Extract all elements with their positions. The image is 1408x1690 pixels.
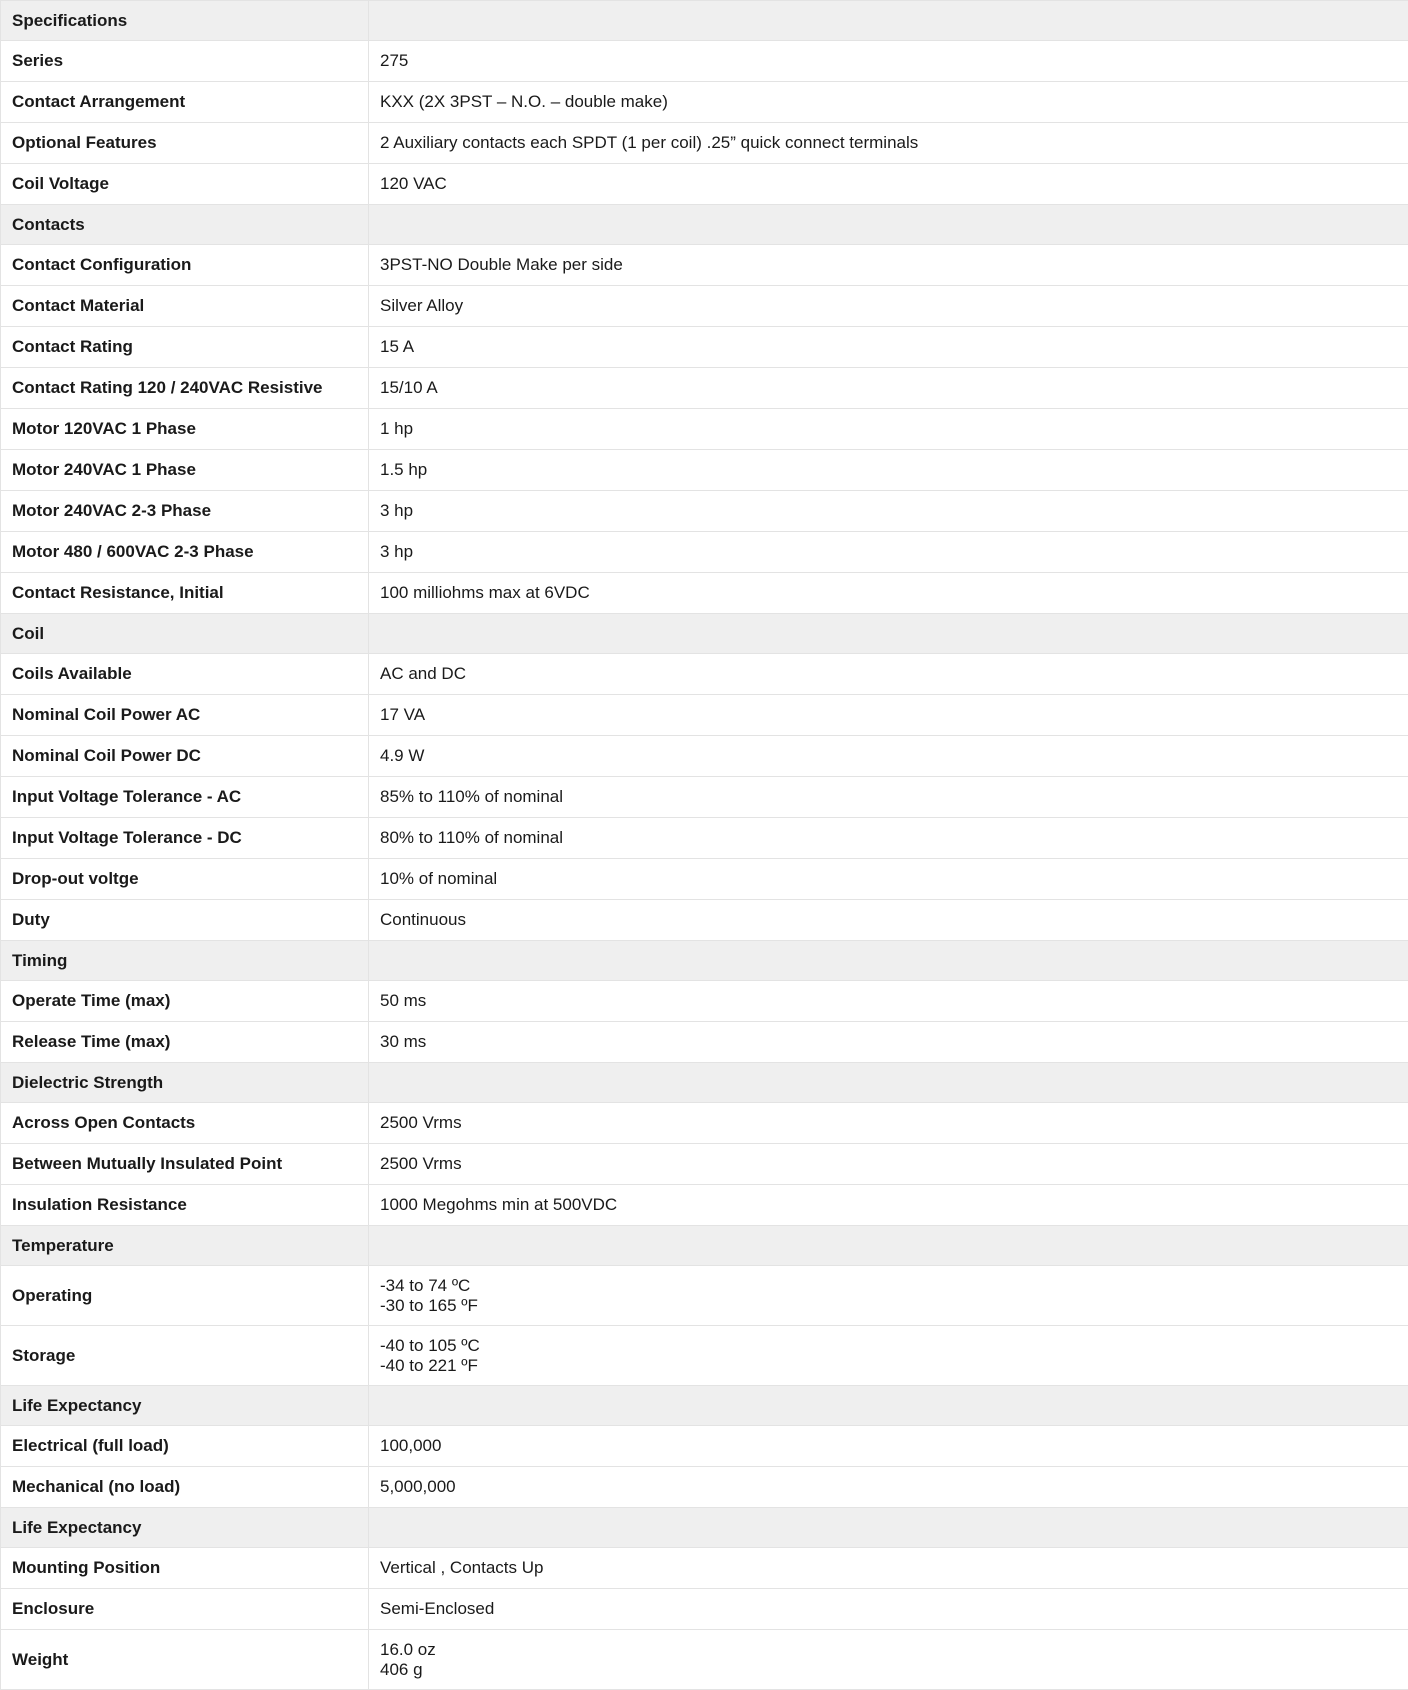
section-header-empty-cell (369, 941, 1408, 981)
spec-value (369, 164, 1408, 205)
spec-value (369, 1266, 1408, 1326)
spec-value (369, 245, 1408, 286)
spec-label: Coil Voltage (1, 164, 369, 205)
spec-value-line: 2500 Vrms (380, 1154, 1397, 1174)
spec-value-line: -40 to 221 ºF (380, 1356, 1397, 1376)
spec-value-line: AC and DC (380, 664, 1397, 684)
spec-row (1, 41, 1408, 82)
spec-label: Nominal Coil Power AC (1, 695, 369, 736)
spec-value (369, 981, 1408, 1022)
spec-row (1, 368, 1408, 409)
spec-label: Contact Configuration (1, 245, 369, 286)
spec-row (1, 123, 1408, 164)
spec-row (1, 491, 1408, 532)
section-title: Dielectric Strength (1, 1063, 369, 1103)
spec-row (1, 1589, 1408, 1630)
spec-row (1, 450, 1408, 491)
spec-value (369, 82, 1408, 123)
spec-value-line: 15/10 A (380, 378, 1397, 398)
spec-row (1, 327, 1408, 368)
spec-value-line: 5,000,000 (380, 1477, 1397, 1497)
spec-value (369, 450, 1408, 491)
spec-value-line: -34 to 74 ºC (380, 1276, 1397, 1296)
spec-value (369, 123, 1408, 164)
spec-row (1, 286, 1408, 327)
spec-row (1, 1103, 1408, 1144)
spec-label: Coils Available (1, 654, 369, 695)
spec-label: Release Time (max) (1, 1022, 369, 1063)
spec-label: Optional Features (1, 123, 369, 164)
spec-value (369, 368, 1408, 409)
spec-value-line: 1 hp (380, 419, 1397, 439)
spec-value-line: 275 (380, 51, 1397, 71)
spec-label: Motor 240VAC 1 Phase (1, 450, 369, 491)
spec-value-line: Silver Alloy (380, 296, 1397, 316)
spec-label: Storage (1, 1326, 369, 1386)
section-header-empty-cell (369, 205, 1408, 245)
spec-value-line: 17 VA (380, 705, 1397, 725)
spec-row (1, 1144, 1408, 1185)
spec-value (369, 695, 1408, 736)
spec-value-line: -30 to 165 ºF (380, 1296, 1397, 1316)
section-title: Timing (1, 941, 369, 981)
spec-label: Series (1, 41, 369, 82)
spec-value (369, 1144, 1408, 1185)
section-title: Temperature (1, 1226, 369, 1266)
section-header-row (1, 614, 1408, 654)
spec-value (369, 491, 1408, 532)
spec-value (369, 777, 1408, 818)
spec-label: Operate Time (max) (1, 981, 369, 1022)
spec-label: Motor 480 / 600VAC 2-3 Phase (1, 532, 369, 573)
spec-label: Contact Resistance, Initial (1, 573, 369, 614)
spec-value (369, 573, 1408, 614)
spec-label: Contact Material (1, 286, 369, 327)
section-header-row (1, 1063, 1408, 1103)
spec-row (1, 695, 1408, 736)
spec-value-line: 15 A (380, 337, 1397, 357)
spec-row (1, 859, 1408, 900)
spec-value-line: 85% to 110% of nominal (380, 787, 1397, 807)
spec-value (369, 1022, 1408, 1063)
spec-value (369, 1426, 1408, 1467)
spec-row (1, 654, 1408, 695)
spec-value-line: 16.0 oz (380, 1640, 1397, 1660)
spec-row (1, 777, 1408, 818)
spec-row (1, 82, 1408, 123)
spec-value-line: 50 ms (380, 991, 1397, 1011)
spec-label: Mechanical (no load) (1, 1467, 369, 1508)
spec-row (1, 1630, 1408, 1690)
spec-row (1, 1426, 1408, 1467)
section-header-empty-cell (369, 1226, 1408, 1266)
spec-value (369, 1630, 1408, 1690)
spec-value (369, 736, 1408, 777)
section-header-empty-cell (369, 1386, 1408, 1426)
spec-label: Nominal Coil Power DC (1, 736, 369, 777)
section-title: Specifications (1, 1, 369, 41)
spec-value (369, 327, 1408, 368)
spec-value-line: Vertical , Contacts Up (380, 1558, 1397, 1578)
spec-row (1, 409, 1408, 450)
section-header-row (1, 1386, 1408, 1426)
spec-label: Input Voltage Tolerance - AC (1, 777, 369, 818)
section-header-row (1, 205, 1408, 245)
section-title: Coil (1, 614, 369, 654)
spec-value (369, 1467, 1408, 1508)
spec-value (369, 859, 1408, 900)
spec-value-line: 1.5 hp (380, 460, 1397, 480)
spec-value-line: 1000 Megohms min at 500VDC (380, 1195, 1397, 1215)
spec-value-line: Continuous (380, 910, 1397, 930)
spec-label: Duty (1, 900, 369, 941)
spec-value-line: -40 to 105 ºC (380, 1336, 1397, 1356)
spec-label: Motor 120VAC 1 Phase (1, 409, 369, 450)
spec-value-line: 120 VAC (380, 174, 1397, 194)
section-header-empty-cell (369, 1508, 1408, 1548)
spec-row (1, 1548, 1408, 1589)
spec-label: Weight (1, 1630, 369, 1690)
spec-label: Contact Arrangement (1, 82, 369, 123)
spec-label: Motor 240VAC 2-3 Phase (1, 491, 369, 532)
section-title: Life Expectancy (1, 1386, 369, 1426)
specifications-table-body (1, 1, 1408, 1690)
spec-row (1, 1266, 1408, 1326)
spec-value-line: 100,000 (380, 1436, 1397, 1456)
spec-value-line: 3PST-NO Double Make per side (380, 255, 1397, 275)
section-title: Life Expectancy (1, 1508, 369, 1548)
spec-row (1, 573, 1408, 614)
spec-value-line: 30 ms (380, 1032, 1397, 1052)
spec-label: Between Mutually Insulated Point (1, 1144, 369, 1185)
spec-row (1, 981, 1408, 1022)
spec-label: Operating (1, 1266, 369, 1326)
spec-row (1, 1185, 1408, 1226)
spec-value-line: 100 milliohms max at 6VDC (380, 583, 1397, 603)
spec-value-line: Semi-Enclosed (380, 1599, 1397, 1619)
spec-value-line: 2500 Vrms (380, 1113, 1397, 1133)
spec-value-line: 80% to 110% of nominal (380, 828, 1397, 848)
spec-label: Enclosure (1, 1589, 369, 1630)
spec-row (1, 818, 1408, 859)
spec-row (1, 164, 1408, 205)
spec-label: Electrical (full load) (1, 1426, 369, 1467)
spec-row (1, 1467, 1408, 1508)
spec-label: Input Voltage Tolerance - DC (1, 818, 369, 859)
spec-value (369, 1326, 1408, 1386)
section-header-empty-cell (369, 1063, 1408, 1103)
spec-row (1, 245, 1408, 286)
spec-value (369, 818, 1408, 859)
spec-label: Across Open Contacts (1, 1103, 369, 1144)
spec-value (369, 1548, 1408, 1589)
spec-value-line: 4.9 W (380, 746, 1397, 766)
spec-row (1, 736, 1408, 777)
spec-value (369, 654, 1408, 695)
spec-value-line: 3 hp (380, 542, 1397, 562)
spec-label: Mounting Position (1, 1548, 369, 1589)
spec-value (369, 900, 1408, 941)
section-header-row (1, 1508, 1408, 1548)
spec-label: Contact Rating (1, 327, 369, 368)
spec-label: Contact Rating 120 / 240VAC Resistive (1, 368, 369, 409)
spec-value-line: 3 hp (380, 501, 1397, 521)
spec-value (369, 286, 1408, 327)
spec-value-line: KXX (2X 3PST – N.O. – double make) (380, 92, 1397, 112)
spec-value-line: 406 g (380, 1660, 1397, 1680)
spec-row (1, 1022, 1408, 1063)
spec-value (369, 1103, 1408, 1144)
spec-value (369, 1589, 1408, 1630)
spec-row (1, 900, 1408, 941)
spec-value (369, 41, 1408, 82)
section-header-empty-cell (369, 1, 1408, 41)
spec-value (369, 1185, 1408, 1226)
spec-row (1, 532, 1408, 573)
spec-label: Drop-out voltge (1, 859, 369, 900)
section-header-row (1, 1226, 1408, 1266)
section-title: Contacts (1, 205, 369, 245)
spec-value (369, 532, 1408, 573)
spec-row (1, 1326, 1408, 1386)
spec-value (369, 409, 1408, 450)
section-header-row (1, 1, 1408, 41)
section-header-row (1, 941, 1408, 981)
section-header-empty-cell (369, 614, 1408, 654)
spec-label: Insulation Resistance (1, 1185, 369, 1226)
spec-value-line: 10% of nominal (380, 869, 1397, 889)
spec-value-line: 2 Auxiliary contacts each SPDT (1 per coil) .25” quick connect terminals (380, 133, 1397, 153)
